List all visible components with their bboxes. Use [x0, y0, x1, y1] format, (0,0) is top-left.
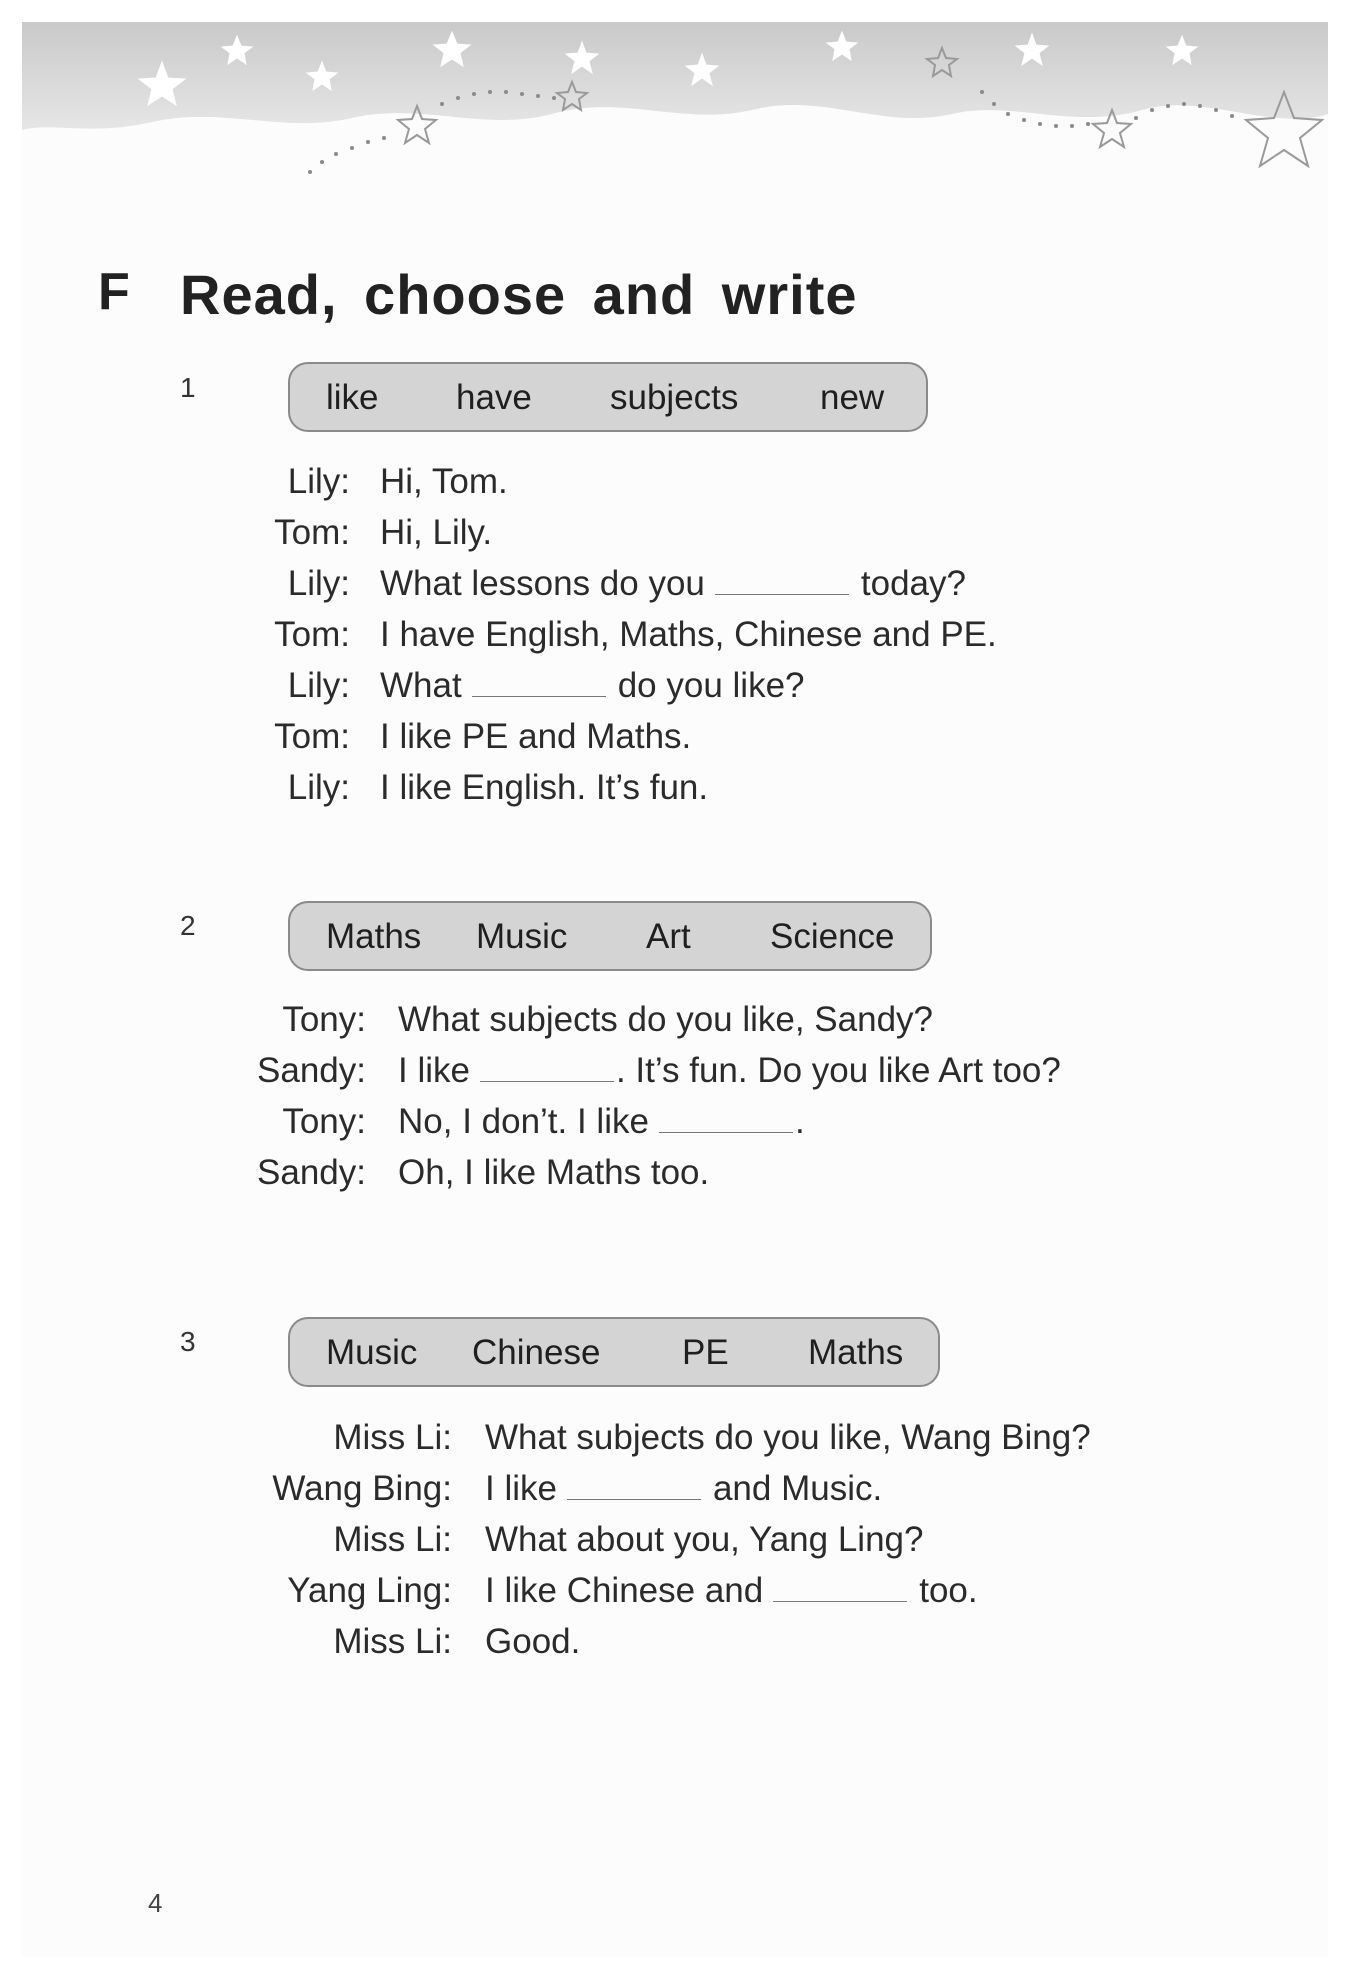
speaker-label: Lily: [287, 462, 350, 501]
speaker-label: Lily: [287, 564, 350, 603]
dialogue-text: Good. [485, 1622, 581, 1661]
speaker-label: Tom: [274, 513, 350, 552]
word-option: have [456, 378, 532, 417]
dialogue-text: What subjects do you like, Wang Bing? [485, 1418, 1091, 1457]
answer-blank[interactable] [715, 564, 849, 595]
dialogue-text: What lessons do you today? [380, 564, 966, 603]
exercise-number: 3 [180, 1326, 196, 1357]
exercise-number: 1 [180, 372, 196, 403]
speaker-label: Miss Li: [333, 1520, 452, 1559]
speaker-label: Tony: [282, 1000, 366, 1039]
speaker-label: Tom: [274, 615, 350, 654]
dialogue-text: What subjects do you like, Sandy? [398, 1000, 934, 1039]
dialogue-text: Hi, Lily. [380, 513, 493, 552]
dialogue-text: I have English, Maths, Chinese and PE. [380, 615, 997, 654]
section-letter: F [98, 263, 130, 321]
dialogue-text: No, I don’t. I like . [398, 1102, 805, 1141]
dialogue-text: What do you like? [380, 666, 805, 705]
word-box [288, 1317, 940, 1387]
speaker-label: Lily: [287, 666, 350, 705]
word-box [288, 901, 932, 971]
answer-blank[interactable] [659, 1102, 793, 1133]
speaker-label: Tom: [274, 717, 350, 756]
word-option: PE [682, 1333, 729, 1372]
word-option: Art [646, 917, 691, 956]
speaker-label: Yang Ling: [287, 1571, 452, 1610]
word-option: new [820, 378, 885, 417]
dialogue-text: I like Chinese and too. [485, 1571, 978, 1610]
word-option: Music [476, 917, 568, 956]
answer-blank[interactable] [472, 666, 606, 697]
speaker-label: Lily: [287, 768, 350, 807]
word-option: Science [770, 917, 895, 956]
answer-blank[interactable] [567, 1469, 701, 1500]
speaker-label: Tony: [282, 1102, 366, 1141]
dialogue-text: I like and Music. [485, 1469, 883, 1508]
word-option: Music [326, 1333, 418, 1372]
dialogue-text: I like . It’s fun. Do you like Art too? [398, 1051, 1061, 1090]
word-option: Maths [326, 917, 422, 956]
dialogue-text: What about you, Yang Ling? [485, 1520, 924, 1559]
speaker-label: Wang Bing: [272, 1469, 452, 1508]
answer-blank[interactable] [480, 1051, 614, 1082]
dialogue-text: I like PE and Maths. [380, 717, 692, 756]
speaker-label: Sandy: [257, 1051, 366, 1090]
word-option: Maths [808, 1333, 904, 1372]
exercise-number: 2 [180, 910, 196, 941]
answer-blank[interactable] [773, 1571, 907, 1602]
speaker-label: Sandy: [257, 1153, 366, 1192]
section-title: Read, choose and write [180, 263, 858, 326]
dialogue-text: I like English. It’s fun. [380, 768, 709, 807]
word-option: like [326, 378, 379, 417]
word-box [288, 362, 928, 432]
speaker-label: Miss Li: [333, 1418, 452, 1457]
star-banner [22, 22, 1328, 202]
word-option: Chinese [472, 1333, 601, 1372]
word-option: subjects [610, 378, 739, 417]
dialogue-text: Oh, I like Maths too. [398, 1153, 710, 1192]
dialogue-text: Hi, Tom. [380, 462, 508, 501]
speaker-label: Miss Li: [333, 1622, 452, 1661]
page-number: 4 [148, 1888, 163, 1918]
